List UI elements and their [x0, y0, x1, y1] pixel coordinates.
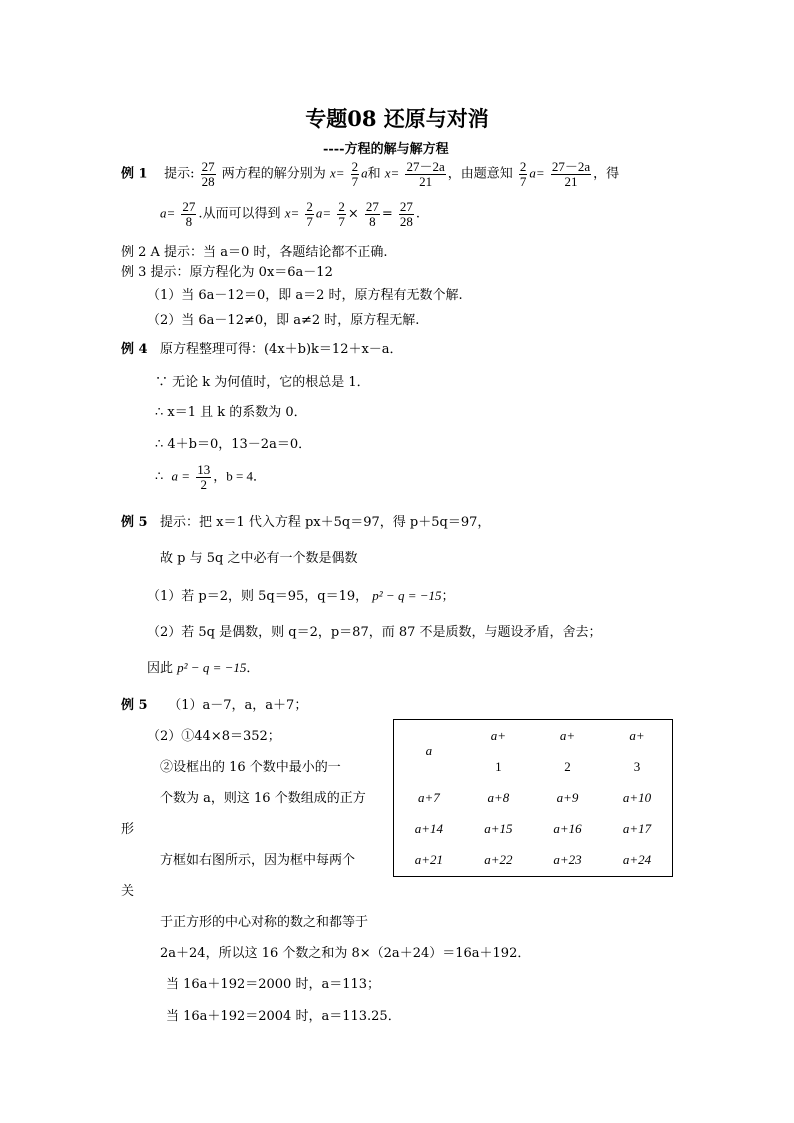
example-5-line-4: （2）若 5q 是偶数，则 q＝2，p＝87，而 87 不是质数，与题设矛盾，舍去； [147, 625, 602, 640]
math-a-equals: a= [160, 205, 176, 221]
math-times: × [347, 206, 359, 222]
table-cell: a+7 [418, 789, 440, 805]
example-6-text: （1）a－7，a，a＋7； [168, 698, 308, 713]
table-cell: a+ [490, 727, 507, 743]
example-1-text-b: ，由题意知 [447, 166, 513, 182]
fraction-denominator: 7 [306, 213, 313, 229]
math-a-equals: a = [171, 468, 191, 484]
table-cell: 3 [633, 758, 641, 774]
math-x-equals: x= [329, 165, 345, 181]
number-grid-table [393, 719, 673, 877]
table-cell: a+10 [622, 789, 652, 805]
table-cell: a+15 [484, 821, 513, 837]
fraction-numerator: 2 [306, 199, 313, 214]
fraction-27-2a-21 [551, 160, 591, 188]
fraction-denominator: 7 [519, 173, 527, 189]
table-cell: a+14 [414, 821, 444, 837]
example-5-semicolon: ； [441, 589, 455, 604]
table-row [394, 845, 673, 877]
table-cell: a+23 [553, 852, 582, 868]
fraction-2-7 [305, 200, 314, 228]
example-1-text-c: ，得 [593, 166, 620, 182]
fraction-2-7 [519, 160, 528, 188]
example-6-line-9: 2a＋24，所以这 16 个数之和为 8×（2a＋24）＝16a＋192． [160, 946, 531, 961]
example-6-line-2: （2）①44×8＝352； [147, 729, 281, 744]
example-6-line-4: 个数为 a，则这 16 个数组成的正方 [160, 791, 366, 806]
table-cell: a+22 [484, 852, 513, 868]
example-6-line-3: ②设框出的 16 个数中最小的一 [160, 760, 341, 775]
table-row [394, 782, 673, 813]
fraction-denominator: 28 [201, 173, 215, 189]
fraction-numerator: 27 [399, 199, 413, 214]
math-expression: p² − q = −15 [177, 660, 247, 675]
example-6-line-11: 当 16a＋192＝2004 时，a＝113.25． [166, 1009, 401, 1024]
example-4-line-5 [155, 463, 266, 491]
table-cell: 2 [564, 758, 571, 774]
example-3-line-2: （1）当 6a－12＝0，即 a＝2 时，原方程有无数个解. [147, 288, 463, 303]
fraction-denominator: 21 [551, 174, 591, 189]
math-period: . [415, 206, 421, 222]
fraction-27-28 [201, 160, 216, 188]
fraction-numerator: 27－2a [406, 159, 445, 174]
example-5-case-1: （1）若 p＝2，则 5q＝95，q＝19， [147, 589, 369, 604]
math-x-equals: x= [284, 205, 300, 221]
fraction-27-8 [365, 200, 380, 228]
fraction-27-2a-21 [405, 160, 445, 188]
fraction-numerator: 27 [365, 199, 379, 214]
fraction-2-7 [337, 200, 346, 228]
page-subtitle: ----方程的解与解方程 [323, 142, 449, 157]
table-cell: a [425, 743, 433, 759]
fraction-numerator: 27 [182, 199, 196, 214]
fraction-numerator: 13 [197, 462, 211, 477]
example-4-b-value: ，b = 4． [213, 468, 267, 484]
fraction-numerator: 27－2a [551, 159, 591, 174]
example-6-line-10: 当 16a＋192＝2000 时，a＝113； [166, 977, 381, 992]
math-expression: p² − q = −15 [372, 588, 442, 603]
table-cell: a+ [559, 727, 576, 743]
example-5-line-5 [147, 661, 259, 675]
example-4-line-1 [121, 343, 403, 356]
example-4-label: 例 4 [121, 342, 148, 357]
example-4-text: 原方程整理可得：(4x＋b)k＝12＋x－a． [159, 342, 403, 357]
fraction-numerator: 27 [201, 159, 215, 174]
table-cell: a+16 [553, 821, 582, 837]
example-5-label: 例 5 [121, 515, 148, 530]
example-1-hint: 提示: [164, 166, 195, 182]
table-cell: a+21 [414, 852, 444, 868]
example-6-line-7: 关 [121, 884, 135, 899]
fraction-13-2 [196, 463, 211, 491]
example-1-text-a: 两方程的解分别为 [221, 166, 326, 182]
table-row [394, 814, 673, 845]
fraction-denominator: 8 [365, 214, 380, 229]
example-4-line-2: ∵ 无论 k 为何值时，它的根总是 1． [155, 375, 370, 390]
example-4-line-3: ∴ x＝1 且 k 的系数为 0． [155, 405, 307, 420]
example-6-line-1 [121, 699, 307, 712]
fraction-denominator: 21 [405, 174, 445, 189]
table-cell: a+9 [556, 789, 579, 805]
table-cell: 1 [495, 758, 502, 774]
example-6-line-6: 方框如右图所示，因为框中每两个 [160, 853, 356, 868]
example-1-label: 例 1 [121, 166, 148, 182]
table-cell: a+17 [622, 821, 652, 837]
fraction-27-28 [399, 200, 414, 228]
example-5-period: ． [246, 661, 260, 676]
example-1-text-d: .从而可以得到 [198, 206, 281, 222]
table-cell: a+ [629, 727, 645, 743]
fraction-denominator: 7 [338, 213, 345, 229]
example-2: 例 2 A 提示：当 a＝0 时，各题结论都不正确. [121, 245, 388, 260]
page-title: 专题08 还原与对消 [305, 106, 489, 131]
fraction-numerator: 2 [338, 199, 345, 214]
math-x-equals: x= [384, 165, 400, 181]
fraction-numerator: 2 [519, 159, 527, 174]
math-a-equals: a= [529, 165, 545, 181]
example-5-line-1 [121, 516, 490, 529]
fraction-denominator: 8 [181, 214, 196, 229]
example-6-line-5: 形 [121, 822, 135, 837]
math-a: a [361, 165, 368, 181]
fraction-2-7 [351, 160, 360, 188]
therefore-symbol: ∴ [155, 469, 164, 485]
example-6-line-8: 于正方形的中心对称的数之和都等于 [160, 915, 369, 930]
fraction-numerator: 2 [351, 159, 359, 174]
example-5-conclusion: 因此 [147, 661, 174, 676]
math-a-equals: a= [315, 205, 332, 221]
table-cell: a+24 [622, 852, 652, 868]
example-6-label: 例 5 [121, 698, 148, 713]
example-1-line-2 [160, 200, 420, 228]
example-3-line-3: （2）当 6a－12≠0，即 a≠2 时，原方程无解. [147, 313, 420, 328]
table-cell: a+8 [487, 789, 510, 805]
example-5-text: 提示：把 x＝1 代入方程 px＋5q＝97，得 p＋5q＝97， [159, 515, 491, 530]
fraction-denominator: 2 [196, 477, 211, 492]
fraction-denominator: 28 [399, 213, 413, 229]
example-3-line-1: 例 3 提示：原方程化为 0x＝6a－12 [121, 265, 333, 280]
example-1-line-1 [121, 160, 619, 188]
table-row [394, 720, 673, 752]
fraction-27-8 [181, 200, 196, 228]
math-equals: = [381, 206, 393, 222]
example-4-line-4: ∴ 4＋b＝0，13－2a＝0． [155, 437, 312, 452]
example-5-line-2: 故 p 与 5q 之中必有一个数是偶数 [160, 551, 358, 566]
example-1-and: 和 [367, 166, 381, 182]
fraction-denominator: 7 [351, 173, 359, 189]
example-5-line-3 [147, 589, 455, 603]
